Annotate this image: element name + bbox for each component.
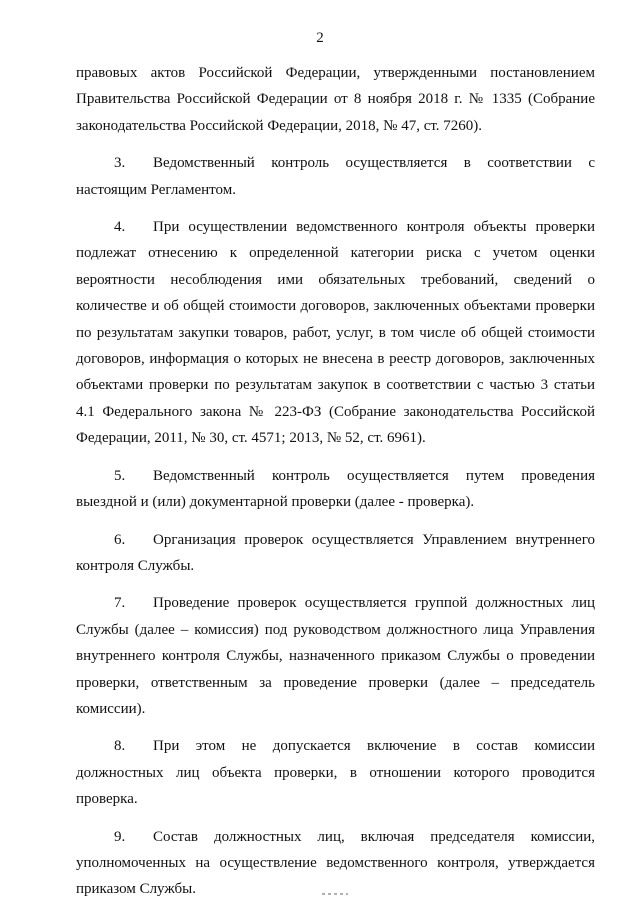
paragraph-text: правовых актов Российской Федерации, утвержденными постановлением Правительства Российской Федерации от 8 ноября 2018 г. № 1335 (Собрание законодательства Российской Федерации, 2018, № 47, ст. 7260).: [76, 65, 595, 134]
scan-artifact: [322, 893, 348, 895]
paragraph-number: 7.: [114, 595, 126, 612]
paragraph-item-9: [76, 824, 595, 903]
paragraph-text: Организация проверок осуществляется Управлением внутреннего контроля Службы.: [76, 531, 595, 574]
paragraph-number: 3.: [114, 155, 126, 172]
paragraph-item-8: [76, 733, 595, 812]
paragraph-number: 5.: [114, 467, 126, 484]
paragraph-text: Состав должностных лиц, включая председателя комиссии, уполномоченных на осуществление ведомственного контроля, утверждается приказом Службы.: [76, 828, 595, 898]
page-number: 2: [316, 30, 324, 46]
paragraph-number: 6.: [114, 531, 126, 548]
paragraph-number: 4.: [114, 219, 126, 236]
paragraph-item-3: [76, 150, 595, 203]
paragraph-item-4: [76, 214, 595, 452]
paragraph-text: При осуществлении ведомственного контроля объекты проверки подлежат отнесению к определенной категории риска с учетом оценки вероятности несоблюдения ими обязательных требований, сведений о количестве и об общей стоимости договоров, заключенных объектами проверки по результатам закупки товаров, работ, услуг, в том числе об общей стоимости договоров, информация о которых не внесена в реестр договоров, заключенных объектами проверки по результатам закупок в соответствии с частью 3 статьи 4.1 Федерального закона № 223-ФЗ (Собрание законодательства Российской Федерации, 2011, № 30, ст. 4571; 2013, № 52, ст. 6961).: [76, 219, 595, 447]
paragraph-item-7: [76, 590, 595, 722]
document-body: [76, 60, 595, 903]
paragraph-number: 8.: [114, 738, 126, 755]
paragraph-number: 9.: [114, 828, 126, 845]
paragraph-item-5: [76, 463, 595, 516]
paragraph-text: Ведомственный контроль осуществляется в соответствии с настоящим Регламентом.: [76, 155, 595, 198]
paragraph-text: Проведение проверок осуществляется группой должностных лиц Службы (далее – комиссия) под руководством должностного лица Управления внутреннего контроля Службы, назначенного приказом Службы о проведении проверки, ответственным за проведение проверки (далее – председатель комиссии).: [76, 595, 595, 717]
paragraph-item-6: [76, 527, 595, 580]
paragraph-text: При этом не допускается включение в состав комиссии должностных лиц объекта проверки, в отношении которого проводится проверка.: [76, 738, 595, 808]
paragraph-text: Ведомственный контроль осуществляется путем проведения выездной и (или) документарной проверки (далее - проверка).: [76, 467, 595, 511]
paragraph-continuation: [76, 60, 595, 139]
